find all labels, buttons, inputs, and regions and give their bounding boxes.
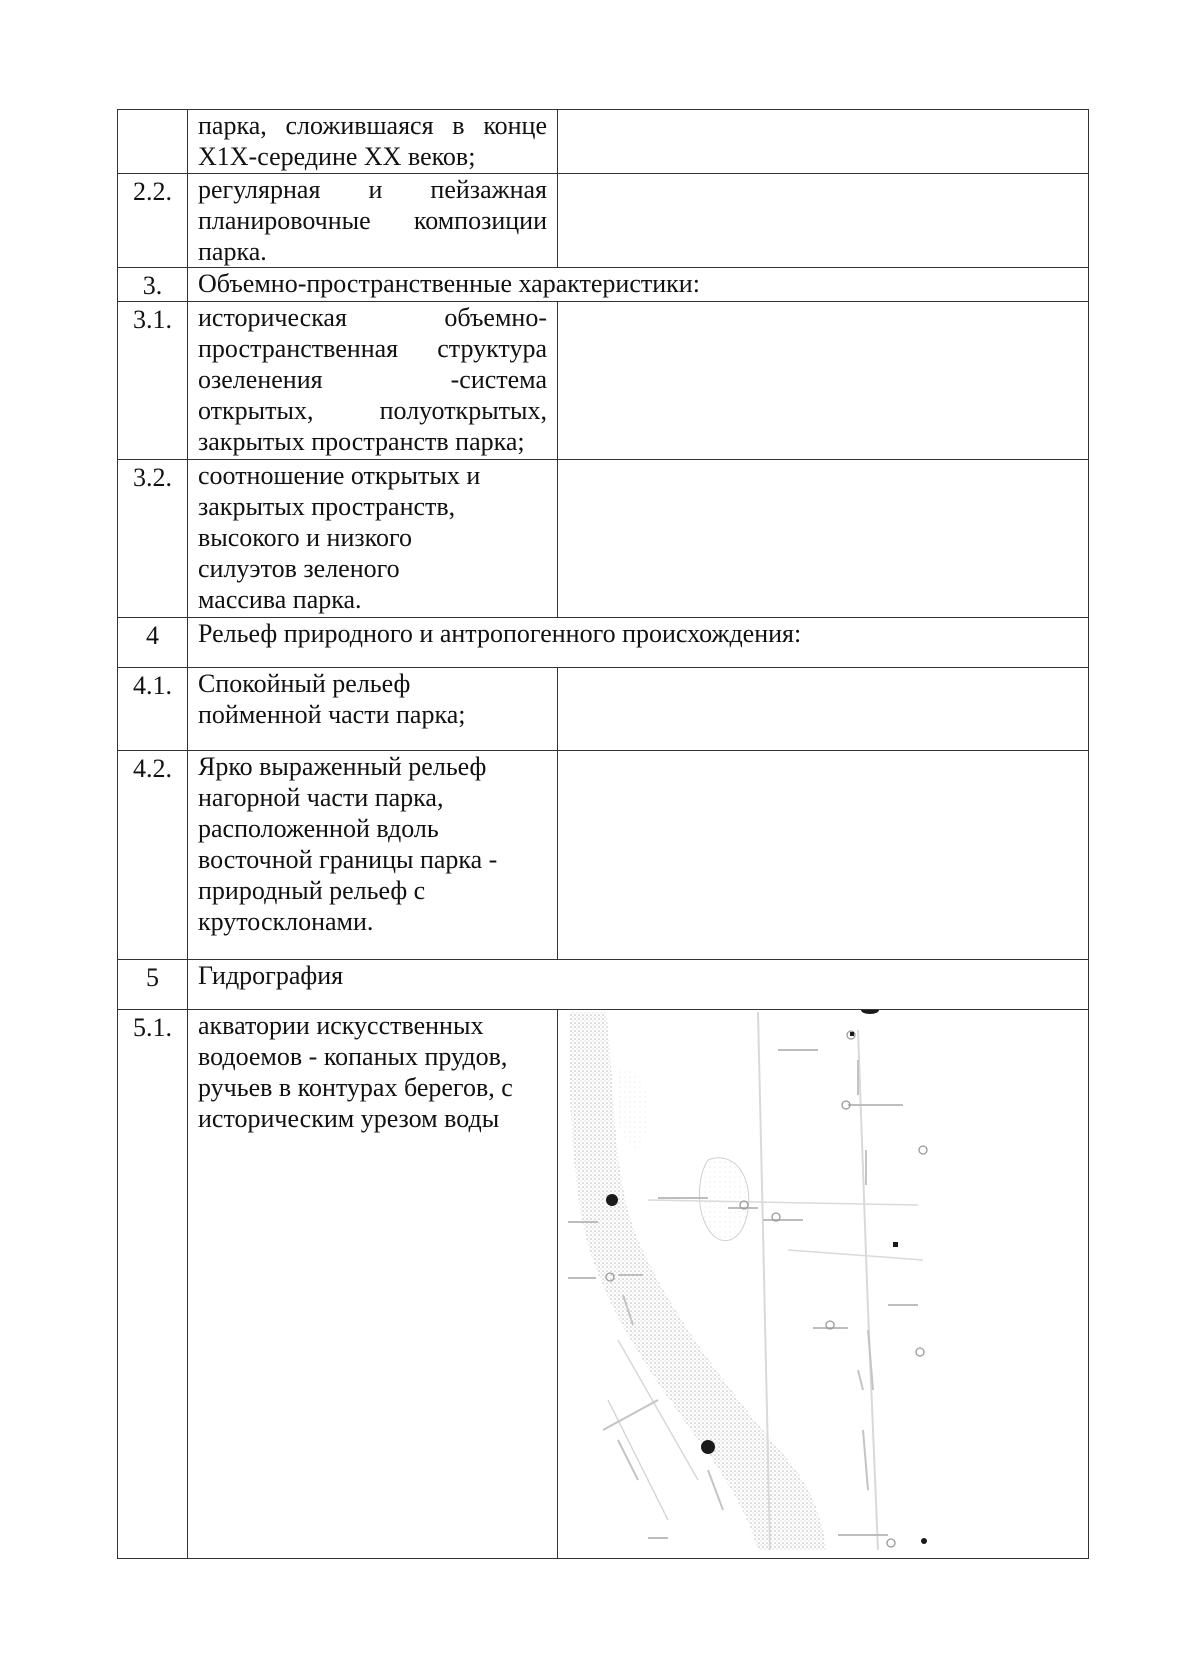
row-number: 3. xyxy=(118,268,188,302)
section-heading: Гидрография xyxy=(188,960,1089,1010)
table-row xyxy=(118,174,1089,268)
map-image-icon xyxy=(558,1010,1089,1558)
table-row xyxy=(118,618,1089,668)
row-number: 4.2. xyxy=(118,751,188,960)
map-cell xyxy=(558,1010,1089,1559)
row-number xyxy=(118,110,188,174)
table-row xyxy=(118,110,1089,174)
row-value xyxy=(558,751,1089,960)
row-text: соотношение открытых и закрытых пространств, высокого и низкого силуэтов зеленого массива парка. xyxy=(188,460,558,618)
row-number: 3.1. xyxy=(118,302,188,460)
row-text: Ярко выраженный рельеф нагорной части парка, расположенной вдоль восточной границы парка - природный рельеф с крутосклонами. xyxy=(188,751,558,960)
row-text: акватории искусственных водоемов - копаных прудов, ручьев в контурах берегов, с историческим урезом воды xyxy=(188,1010,558,1559)
row-value xyxy=(558,174,1089,268)
row-value xyxy=(558,668,1089,751)
table-row xyxy=(118,268,1089,302)
table-row xyxy=(118,751,1089,960)
table-row xyxy=(118,668,1089,751)
row-text: историческая объемно- пространственная структура озеленения -система открытых, полуоткрытых, закрытых пространств парка; xyxy=(188,302,558,460)
row-value xyxy=(558,110,1089,174)
document-table xyxy=(117,109,1089,1559)
section-heading: Объемно-пространственные характеристики: xyxy=(188,268,1089,302)
row-number: 4 xyxy=(118,618,188,668)
row-text: парка, сложившаяся в конце Х1Х-середине ХХ веков; xyxy=(188,110,558,174)
table-row xyxy=(118,460,1089,618)
table-row xyxy=(118,960,1089,1010)
row-text: регулярная и пейзажная планировочные композиции парка. xyxy=(188,174,558,268)
row-value xyxy=(558,460,1089,618)
row-number: 5 xyxy=(118,960,188,1010)
section-heading: Рельеф природного и антропогенного происхождения: xyxy=(188,618,1089,668)
row-number: 2.2. xyxy=(118,174,188,268)
table-row xyxy=(118,302,1089,460)
table-row xyxy=(118,1010,1089,1559)
row-value xyxy=(558,302,1089,460)
row-number: 5.1. xyxy=(118,1010,188,1559)
row-number: 4.1. xyxy=(118,668,188,751)
row-text: Спокойный рельеф пойменной части парка; xyxy=(188,668,558,751)
row-number: 3.2. xyxy=(118,460,188,618)
